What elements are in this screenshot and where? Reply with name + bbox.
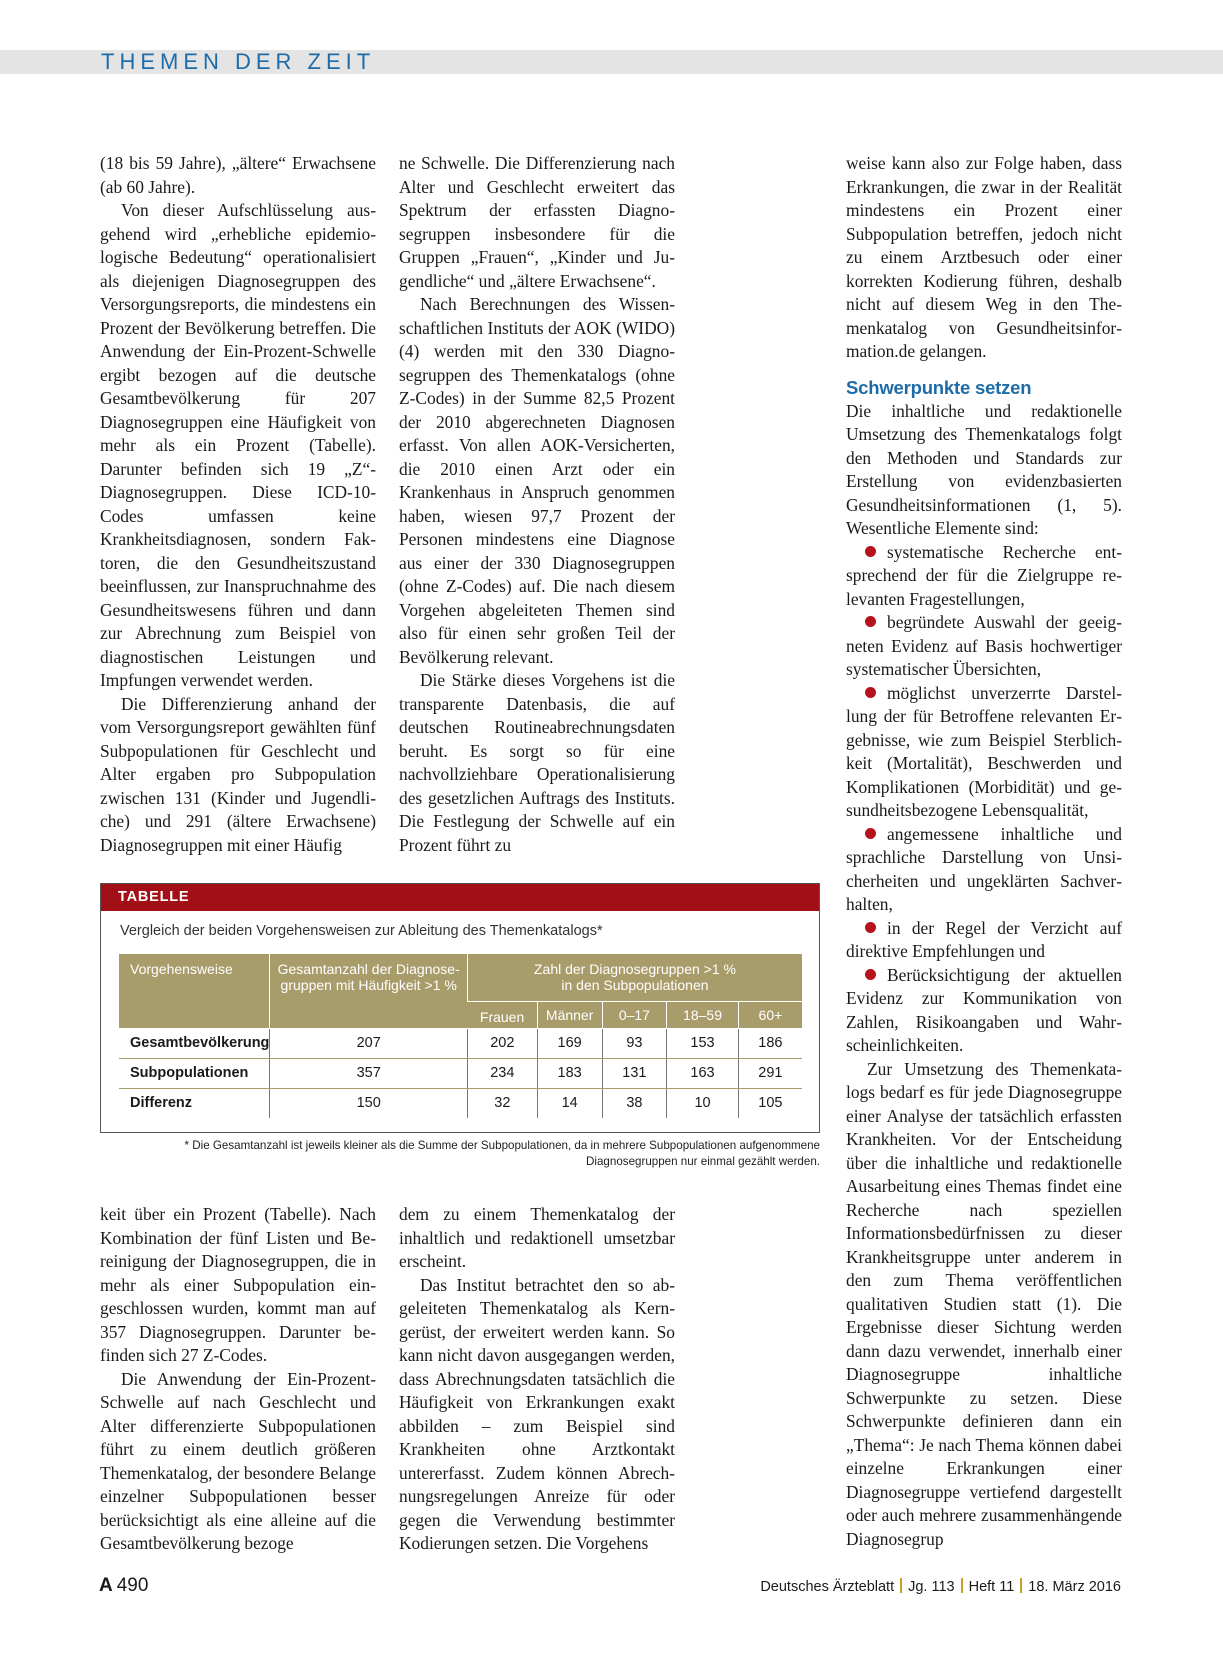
- column-header: Vorgehensweise: [119, 954, 270, 1028]
- table-row: [119, 1058, 802, 1088]
- bullet-item: in der Regel der Verzicht auf direktive Empfehlungen und: [846, 917, 1122, 961]
- table-cell: 207: [270, 1028, 468, 1058]
- table-cell: 153: [667, 1028, 739, 1058]
- table-cell: 150: [270, 1088, 468, 1118]
- bullet-dot-icon: [865, 687, 876, 698]
- paragraph: Von dieser Aufschlüsselung ausgehend wird „erhebliche epidemiologische Bedeutung“ operationalisiert als diejenigen Diagnosegruppen des Versorgungsreports, die mindestens ein Prozent der Bevölkerung betreffen. Die Anwendung der Ein-Prozent-Schwelle ergibt bezogen auf die deutsche Gesamtbevölkerung für 207 Diagnosegruppen eine Häufigkeit von mehr als ein Prozent (Tabelle). Darunter befinden sich 19 „Z“-Diagnosegruppen. Diese ICD-10-Codes umfassen keine Krankheitsdiagnosen, sondern Faktoren, die den Gesundheitszustand beeinflussen, zur Inanspruchnahme des Gesundheitswesens führen und dann zur Abrechnung zum Beispiel von diagnostischen Leistungen und Impfungen verwendet werden.: [100, 200, 376, 690]
- column-2-bottom: [399, 1203, 675, 1556]
- table-cell: 202: [467, 1028, 537, 1058]
- paragraph: Das Institut betrachtet den so abgeleiteten Themenkatalog als Kerngerüst, der erweitert werden kann. So kann nicht davon ausgegangen werden, dass Abrechnungsdaten tatsächlich die Häufigkeit von Erkrankungen exakt abbilden – zum Beispiel sind Krankheiten ohne Arztkontakt untererfasst. Zudem können Abrechnungsregelungen Anreize für oder gegen die Verwendung bestimmter Kodierungen setzen. Die Vorgehens: [399, 1274, 675, 1553]
- table-cell: 291: [738, 1058, 802, 1088]
- table-cell: 93: [602, 1028, 667, 1058]
- table-cell: 38: [602, 1088, 667, 1118]
- table-cell: 105: [738, 1088, 802, 1118]
- paragraph: keit über ein Prozent (Tabelle). Nach Kombination der fünf Listen und Bereinigung der Diagnosegruppen, die in mehr als einer Subpopulation eingeschlossen wurden, kommt man auf 357 Diagnosegruppen. Darunter befinden sich 27 Z-Codes.: [100, 1204, 376, 1365]
- table-cell: 14: [537, 1088, 602, 1118]
- comparison-table: [119, 954, 802, 1118]
- table-cell: 32: [467, 1088, 537, 1118]
- column-subheader: 18–59: [667, 1001, 739, 1028]
- journal-name: Deutsches Ärzteblatt: [760, 1579, 895, 1595]
- journal-issue: Heft 11: [968, 1579, 1015, 1595]
- separator: [900, 1578, 902, 1593]
- table-cell: 183: [537, 1058, 602, 1088]
- bullet-item: systematische Recherche entsprechend der für die Zielgruppe relevanten Fragestellungen,: [846, 541, 1122, 609]
- bullet-item: angemessene inhaltliche und sprachliche Darstellung von Unsicherheiten und ungeklärten Sachverhalten,: [846, 823, 1122, 914]
- table-row: [119, 1028, 802, 1058]
- table-cell: 186: [738, 1028, 802, 1058]
- bullet-dot-icon: [865, 922, 876, 933]
- section-subheading: Schwerpunkte setzen: [846, 376, 1032, 398]
- bullet-item: möglichst unverzerrte Darstellung der für Betroffene relevanten Ergebnisse, wie zum Beispiel Sterblichkeit (Mortalität), Beschwerden und Komplikationen (Morbidität) und gesundheitsbezogene Lebensqualität,: [846, 682, 1122, 820]
- bullet-dot-icon: [865, 969, 876, 980]
- column-3: [846, 152, 1122, 1551]
- column-subheader: 60+: [738, 1001, 802, 1028]
- journal-date: 18. März 2016: [1028, 1579, 1121, 1595]
- column-subheader: Männer: [537, 1001, 602, 1028]
- table-label: TABELLE: [101, 884, 819, 911]
- paragraph: Zur Umsetzung des Themenkatalogs bedarf es für jede Diagnosegruppe einer Analyse der tatsächlich erfassten Krankheiten. Vor der Entscheidung über die inhaltliche und redaktionelle Ausarbeitung eines Themas findet eine Recherche nach speziellen Informationsbedürfnissen zu dieser Krankheitsgruppe unter anderem in den zum Thema veröffentlichen qualitativen Studien statt (1). Die Ergebnisse dieser Sichtung werden dann dazu verwendet, innerhalb einer Diagnosegruppe inhaltliche Schwerpunkte zu setzen. Diese Schwerpunkte definieren dann ein „Thema“: Je nach Thema können dabei einzelne Erkrankungen einer Diagnosegruppe vertiefend dargestellt oder auch mehrere zusammenhängende Diagnosegrup: [846, 1058, 1122, 1549]
- separator: [1020, 1578, 1022, 1593]
- bullet-item: begründete Auswahl der geeigneten Evidenz auf Basis hochwertiger systematischer Übersichten,: [846, 612, 1122, 679]
- column-1-top: [100, 152, 376, 857]
- table-cell: 10: [667, 1088, 739, 1118]
- paragraph: Die Differenzierung anhand der vom Versorgungsreport gewählten fünf Subpopulationen für Geschlecht und Alter ergaben pro Subpopulation zwischen 131 (Kinder und Jugendliche) und 291 (ältere Erwachsene) Diagnosegruppen mit einer Häufig: [100, 693, 376, 855]
- table-row: [119, 1088, 802, 1118]
- bullet-dot-icon: [865, 828, 876, 839]
- separator: [961, 1578, 963, 1593]
- paragraph: dem zu einem Themenkatalog der inhaltlich und redaktionell umsetzbar erscheint.: [399, 1204, 675, 1271]
- column-header: Gesamtanzahl der Diagnosegruppen mit Häufigkeit >1 %: [270, 954, 468, 1028]
- paragraph: Die Anwendung der Ein-Prozent-Schwelle auf nach Geschlecht und Alter differenzierte Subpopulationen führt zu einem deutlich größeren Themenkatalog, der besondere Belange einzelner Subpopulationen besser berücksichtigt als eine alleine auf die Gesamtbevölkerung bezoge: [100, 1368, 376, 1553]
- paragraph: weise kann also zur Folge haben, dass Erkrankungen, die zwar in der Realität mindestens ein Prozent einer Subpopulation betreffen, jedoch nicht zu einem Arztbesuch oder einer korrekten Kodierung führen, deshalb nicht auf diesem Weg in den Themenkatalog von Gesundheitsinformation.de gelangen.: [846, 153, 1122, 361]
- paragraph: Die Stärke dieses Vorgehens ist die transparente Datenbasis, die auf deutschen Routineabrechnungsdaten beruht. Es sorgt so für eine nachvollziehbare Operationalisierung des gesetzlichen Auftrags des Instituts. Die Festlegung der Schwelle auf ein Prozent führt zu: [399, 670, 675, 855]
- row-label: Gesamtbevölkerung: [119, 1028, 270, 1058]
- table-cell: 357: [270, 1058, 468, 1088]
- column-subheader: 0–17: [602, 1001, 667, 1028]
- paragraph: ne Schwelle. Die Differenzierung nach Alter und Geschlecht erweitert das Spektrum der erfassten Diagnosegruppen insbesondere für die Gruppen „Frauen“, „Kinder und Jugendliche“ und „ältere Erwachsene“.: [399, 153, 675, 291]
- table-caption: Vergleich der beiden Vorgehensweisen zur Ableitung des Themenkatalogs*: [120, 923, 603, 939]
- journal-info: [760, 1578, 1121, 1595]
- bullet-dot-icon: [865, 546, 876, 557]
- row-label: Subpopulationen: [119, 1058, 270, 1088]
- table-cell: 234: [467, 1058, 537, 1088]
- paragraph: (18 bis 59 Jahre), „ältere“ Erwachsene (ab 60 Jahre).: [100, 153, 376, 197]
- column-2-top: [399, 152, 675, 857]
- table-cell: 163: [667, 1058, 739, 1088]
- table-box: [100, 883, 820, 1133]
- page-number: A 490: [99, 1575, 149, 1596]
- table-cell: 131: [602, 1058, 667, 1088]
- bullet-item: Berücksichtigung der aktuellen Evidenz zur Kommunikation von Zahlen, Risikoangaben und Wahrscheinlichkeiten.: [846, 964, 1122, 1055]
- paragraph: Die inhaltliche und redaktionelle Umsetzung des Themenkatalogs folgt den Methoden und Standards zur Erstellung von evidenzbasierten Gesundheitsinformationen (1, 5). Wesentliche Elemente sind:: [846, 400, 1122, 538]
- journal-volume: Jg. 113: [908, 1579, 955, 1595]
- table-cell: 169: [537, 1028, 602, 1058]
- column-group-header: Zahl der Diagnosegruppen >1 % in den Subpopulationen: [467, 954, 802, 1001]
- column-1-bottom: [100, 1203, 376, 1556]
- row-label: Differenz: [130, 1095, 193, 1111]
- column-subheader: Frauen: [467, 1001, 537, 1028]
- bullet-dot-icon: [865, 616, 876, 627]
- section-title: THEMEN DER ZEIT: [101, 49, 376, 74]
- paragraph: Nach Berechnungen des Wissenschaftlichen Instituts der AOK (WIDO) (4) werden mit den 330 Diagnosegruppen des Themenkatalogs (ohne Z-Codes) in der Summe 82,5 Prozent der 2010 abgerechneten Diagnosen erfasst. Von allen AOK-Versicherten, die 2010 einen Arzt oder ein Krankenhaus in Anspruch genommen haben, wiesen 97,7 Prozent der Personen mindestens eine Diagnose aus einer der 330 Diagnosegruppen (ohne Z-Codes) auf. Die nach diesem Vorgehen abgeleiteten Themen sind also für einen sehr großen Teil der Bevölkerung relevant.: [399, 294, 675, 667]
- table-footnote: * Die Gesamtanzahl ist jeweils kleiner als die Summe der Subpopulationen, da in mehrere Subpopulationen aufgenommene Diagnosegruppen nur einmal gezählt werden.: [184, 1139, 820, 1168]
